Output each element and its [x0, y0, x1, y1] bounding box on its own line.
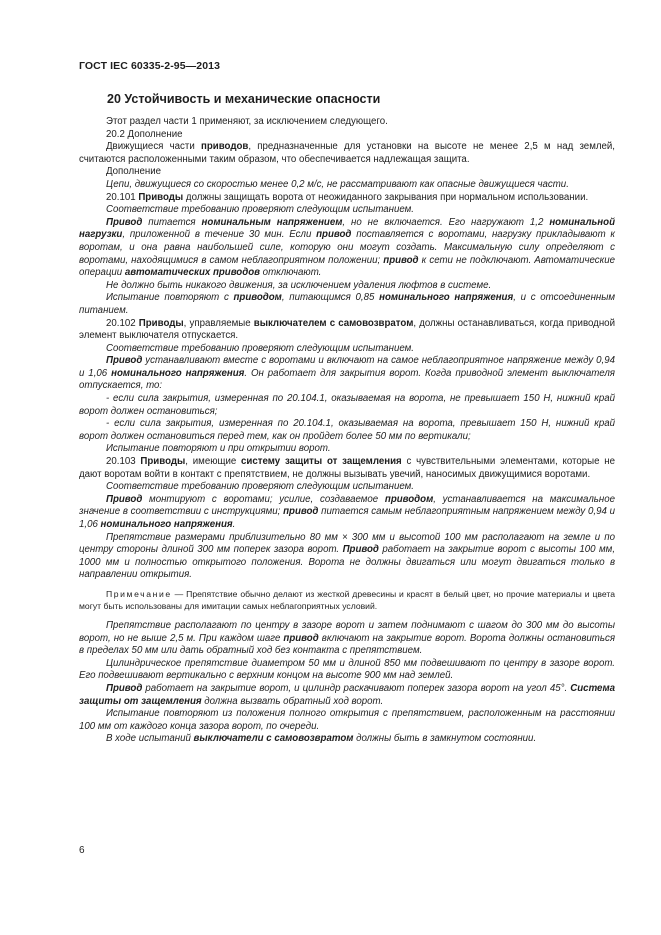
compliance-statement: Соответствие требованию проверяют следующим испытанием.: [106, 481, 414, 493]
section-title: 20 Устойчивость и механические опасности: [107, 92, 381, 106]
paragraph: Цепи, движущиеся со скоростью менее 0,2 м/с, не рассматривают как опасные движущиеся части.: [106, 178, 569, 190]
paragraph: Этот раздел части 1 применяют, за исключением следующего.: [106, 116, 388, 127]
compliance-statement: Соответствие требованию проверяют следующим испытанием.: [106, 204, 414, 216]
compliance-statement: Соответствие требованию проверяют следующим испытанием.: [106, 342, 414, 354]
term: Приводы: [138, 191, 184, 203]
test-paragraph: Испытание повторяют и при открытии ворот.: [106, 443, 331, 455]
clause-paragraph: 20.102 Приводы, управляемые выключателем с самовозвратом, должны останавливаться, когда приводной элемент выключателя отпускается.: [79, 317, 615, 342]
page-body: [79, 116, 615, 746]
clause-heading: 20.2 Дополнение: [106, 128, 183, 140]
test-paragraph: Привод монтируют с воротами; усилие, создаваемое приводом, устанавливается на максимальное значение в соответствии с инструкциями; привод питается самым неблагоприятным напряжением между 0,94 и 1,06 номинального напряжения.: [79, 493, 616, 530]
test-paragraph: Привод устанавливают вместе с воротами и включают на самое неблагоприятное напряжение между 0,94 и 1,06 номинального напряжения. Он работает для закрытия ворот. Когда приводной элемент выключателя отпускается, то:: [79, 355, 615, 392]
note: Примечание — Препятствие обычно делают из жесткой древесины и красят в белый цвет, но прочие материалы и цвета могут быть использованы для имитации самых неблагоприятных условий.: [79, 588, 615, 611]
term: приводов: [200, 141, 249, 153]
test-paragraph: Привод работает на закрытие ворот, и цилиндр раскачивают поперек зазора ворот на угол 45°. Система защиты от защемления должна вызвать обратный ход ворот.: [79, 682, 615, 707]
paragraph: Движущиеся части приводов, предназначенные для установки на высоте не менее 2,5 м над землей, считаются расположенными таким образом, что обеспечивается надлежащая защита.: [79, 141, 615, 165]
paragraph: Дополнение: [106, 166, 162, 178]
test-paragraph: Испытание повторяют с приводом, питающимся 0,85 номинального напряжения, и с отсоединенным питанием.: [79, 292, 616, 316]
test-paragraph: Препятствие располагают по центру в зазоре ворот и затем поднимают с шагом до 300 мм до высоты ворот, но не выше 2,5 м. При каждом шаге привод включают на закрытие ворот. Ворота должны остановиться в пределах 50 мм или дать обратный ход без контакта с препятствием.: [79, 619, 615, 657]
test-paragraph: В ходе испытаний выключатели с самовозвратом должны быть в замкнутом состоянии.: [106, 733, 537, 745]
test-paragraph: Испытание повторяют из положения полного открытия с препятствием, расположенным на расстоянии 100 мм от каждого конца зазора ворот, по очереди.: [79, 708, 615, 732]
page-number: 6: [79, 845, 85, 856]
standard-header: ГОСТ IEC 60335-2-95—2013: [79, 60, 221, 72]
test-paragraph: Привод питается номинальным напряжением, но не включается. Его нагружают 1,2 номинальной нагрузки, приложенной в течение 30 мин. Если привод поставляется с воротами, нагрузку прикладывают к воротам, и она равна наибольшей силе, которую они могут создать. Максимальную силу определяют с воротами, находящимися в самом неблагоприятном положении; привод к сети не подключают. Автоматические операции автоматических приводов отключают.: [79, 216, 615, 279]
clause-paragraph: 20.101 Приводы должны защищать ворота от неожиданного закрывания при нормальном использовании.: [106, 191, 589, 203]
test-paragraph: Не должно быть никакого движения, за исключением удаления люфтов в системе.: [106, 279, 492, 291]
clause-paragraph: 20.103 Приводы, имеющие систему защиты от защемления с чувствительными элементами, которые не дают воротам войти в контакт с препятствием, не должны вызывать увечий, наносимых движущимися воротами.: [79, 456, 615, 480]
list-item: - если сила закрытия, измеренная по 20.104.1, оказываемая на ворота, не превышает 150 Н, нижний край ворот должен остановиться;: [79, 393, 615, 417]
note-label: Примечание: [106, 588, 172, 599]
list-item: - если сила закрытия, измеренная по 20.104.1, оказываемая на ворота, превышает 150 Н, нижний край ворот должен остановиться перед тем, как он пройдет более 50 мм по вертикали;: [79, 418, 615, 442]
test-paragraph: Цилиндрическое препятствие диаметром 50 мм и длиной 850 мм подвешивают по центру в зазоре ворот. Его подвешивают вертикально с верхним концом на высоте 900 мм над землей.: [79, 657, 615, 682]
test-paragraph: Препятствие размерами приблизительно 80 мм × 300 мм и высотой 100 мм располагают на земле и по центру стороны длиной 300 мм поперек зазора ворот. Привод работает на закрытие ворот с высоты 100 мм, 1000 мм и полностью открытого положения. Ворота не должны двигаться или могут двигаться только в направлении открытия.: [79, 531, 616, 581]
